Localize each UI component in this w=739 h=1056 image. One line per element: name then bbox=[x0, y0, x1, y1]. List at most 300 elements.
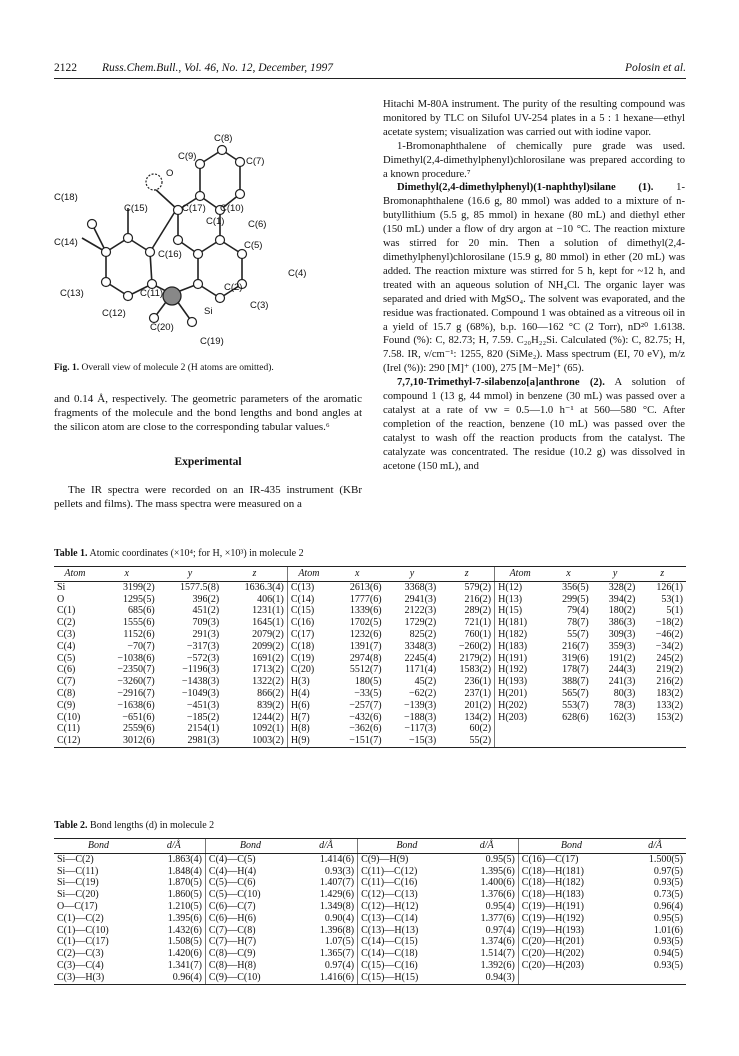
table-row bbox=[54, 594, 686, 606]
table-cell: H(201) bbox=[495, 688, 546, 700]
table-cell: 1152(6) bbox=[123, 628, 155, 640]
table-cell: −651(6) bbox=[122, 711, 155, 723]
label-c11: C(11) bbox=[140, 288, 164, 299]
table-cell: 451(2) bbox=[192, 605, 220, 617]
table-cell: −70(7) bbox=[127, 640, 155, 652]
table-cell: C(7)—H(7) bbox=[205, 936, 295, 948]
figure-caption bbox=[54, 363, 362, 373]
table-cell: −260(2) bbox=[458, 640, 492, 652]
table-cell: 1.376(6) bbox=[480, 889, 515, 901]
table-cell: 55(2) bbox=[439, 735, 494, 747]
table-cell: −1638(6) bbox=[117, 699, 155, 711]
column-header: Atom bbox=[287, 567, 330, 582]
table-cell: −185(2) bbox=[186, 711, 220, 723]
table-row bbox=[54, 901, 686, 913]
table-row bbox=[54, 617, 686, 629]
table-cell: H(191) bbox=[495, 653, 546, 665]
table-cell: 553(7) bbox=[562, 699, 589, 711]
table-cell: C(12)—C(13) bbox=[358, 889, 456, 901]
table-cell: C(19)—H(193) bbox=[518, 925, 624, 937]
table-cell: 396(2) bbox=[192, 593, 220, 605]
table-cell: C(15)—C(16) bbox=[358, 960, 456, 972]
label-c1: C(1) bbox=[206, 216, 225, 227]
table-cell: 0.97(4) bbox=[485, 924, 515, 936]
table-cell: 1.429(6) bbox=[319, 889, 355, 901]
figure-caption-label: Fig. 1. bbox=[54, 363, 80, 373]
table-cell: 245(2) bbox=[656, 652, 683, 664]
table-cell: 1092(1) bbox=[252, 723, 284, 735]
table-cell: C(4)—H(4) bbox=[205, 866, 295, 878]
table-cell: −62(2) bbox=[408, 687, 437, 699]
table-cell: 866(2) bbox=[257, 687, 284, 699]
table-cell: C(17) bbox=[287, 629, 330, 641]
table-row bbox=[54, 605, 686, 617]
table-cell: C(3)—C(4) bbox=[57, 959, 104, 971]
table-cell: 126(1) bbox=[656, 581, 683, 593]
table-cell: C(6) bbox=[57, 664, 76, 676]
table-cell: 0.94(5) bbox=[653, 948, 683, 960]
table-cell: 388(7) bbox=[562, 676, 589, 688]
column-header: y bbox=[592, 567, 639, 582]
table-cell: 1777(6) bbox=[349, 593, 382, 605]
table-cell: 359(3) bbox=[608, 640, 636, 652]
table-cell: 1244(2) bbox=[252, 711, 284, 723]
table-cell: 3199(2) bbox=[123, 581, 155, 593]
table-header-row bbox=[54, 567, 686, 582]
table-cell: C(1) bbox=[57, 605, 76, 617]
table-cell: H(8) bbox=[287, 723, 330, 735]
table-cell: C(7) bbox=[57, 676, 76, 688]
table-row bbox=[54, 688, 686, 700]
table2-caption bbox=[54, 820, 214, 831]
table-cell: 0.97(5) bbox=[653, 865, 683, 877]
table-cell: 0.94(3) bbox=[456, 972, 519, 984]
table-cell: H(192) bbox=[495, 664, 546, 676]
table-cell: 1.407(7) bbox=[319, 877, 355, 889]
table-cell: 45(2) bbox=[414, 676, 437, 688]
table-cell: 0.90(4) bbox=[324, 912, 355, 924]
table-cell bbox=[545, 723, 592, 735]
table-cell: C(11)—C(12) bbox=[358, 866, 456, 878]
table-cell: 1645(1) bbox=[252, 617, 284, 629]
table-cell: 0.95(5) bbox=[653, 912, 683, 924]
table-cell: −432(6) bbox=[349, 711, 382, 723]
table-cell: −451(3) bbox=[186, 699, 220, 711]
table-cell: C(1)—C(17) bbox=[57, 936, 109, 948]
label-c5: C(5) bbox=[244, 240, 263, 251]
label-c3: C(3) bbox=[250, 300, 269, 311]
table-cell: 3012(6) bbox=[96, 735, 158, 747]
label-c10: C(10) bbox=[220, 203, 244, 214]
table-cell: −151(7) bbox=[330, 735, 385, 747]
table-cell: 2613(6) bbox=[349, 581, 382, 593]
silicon-atom-icon bbox=[163, 287, 181, 305]
table-cell: C(10) bbox=[57, 711, 81, 723]
table-row bbox=[54, 877, 686, 889]
label-c8: C(8) bbox=[214, 133, 233, 144]
table-cell: 2179(2) bbox=[459, 652, 492, 664]
table-cell: C(18)—H(181) bbox=[518, 866, 624, 878]
table-cell: C(14)—C(15) bbox=[358, 936, 456, 948]
table-cell: C(1)—C(10) bbox=[57, 924, 109, 936]
table-cell: C(15) bbox=[287, 605, 330, 617]
column-header: Bond bbox=[358, 839, 456, 854]
table-cell: 1.848(4) bbox=[167, 865, 202, 877]
table-cell: −1049(3) bbox=[181, 687, 220, 699]
table-cell: 1339(6) bbox=[349, 605, 382, 617]
table-row bbox=[54, 960, 686, 972]
table-cell: C(13) bbox=[287, 581, 330, 593]
table-cell: 201(2) bbox=[464, 699, 492, 711]
molecule-figure bbox=[54, 130, 354, 355]
table-cell: 1.395(6) bbox=[167, 912, 202, 924]
table-cell: 356(5) bbox=[562, 581, 589, 593]
table-cell bbox=[624, 972, 686, 984]
table-cell: 183(2) bbox=[656, 687, 683, 699]
table-cell: 2099(2) bbox=[252, 640, 284, 652]
table-cell: 80(3) bbox=[613, 687, 636, 699]
table-cell: C(3) bbox=[57, 628, 76, 640]
table-cell bbox=[638, 735, 686, 747]
table-cell: C(3)—H(3) bbox=[54, 972, 143, 984]
table-cell: 1.365(7) bbox=[319, 948, 355, 960]
table-cell: C(12)—H(12) bbox=[358, 901, 456, 913]
table-cell: 394(2) bbox=[608, 593, 636, 605]
table-cell: 839(2) bbox=[257, 699, 284, 711]
table-cell: 79(4) bbox=[567, 605, 589, 617]
table-row bbox=[54, 676, 686, 688]
column-header: y bbox=[158, 567, 222, 582]
label-c20: C(20) bbox=[150, 322, 174, 333]
table-cell: 1583(2) bbox=[459, 664, 492, 676]
table-cell: 216(2) bbox=[656, 676, 683, 688]
table-row bbox=[54, 653, 686, 665]
label-c13: C(13) bbox=[60, 288, 84, 299]
table-row bbox=[54, 925, 686, 937]
table-cell: C(8)—H(8) bbox=[205, 960, 295, 972]
table-cell: 1.863(4) bbox=[167, 853, 202, 865]
table-cell: 2245(4) bbox=[404, 652, 437, 664]
table-cell: H(7) bbox=[287, 712, 330, 724]
table-cell: C(16) bbox=[287, 617, 330, 629]
table-cell: −2350(7) bbox=[117, 664, 155, 676]
column-header: x bbox=[545, 567, 592, 582]
table-cell: 760(1) bbox=[464, 628, 492, 640]
table-cell: −117(3) bbox=[404, 723, 437, 735]
table-row bbox=[54, 889, 686, 901]
column-header: Bond bbox=[205, 839, 295, 854]
table-cell: −2916(7) bbox=[117, 687, 155, 699]
table-cell: C(14) bbox=[287, 594, 330, 606]
label-c17: C(17) bbox=[182, 203, 206, 214]
table2-caption-label: Table 2. bbox=[54, 820, 88, 831]
label-c19: C(19) bbox=[200, 336, 224, 347]
table-cell: 1.514(7) bbox=[480, 948, 515, 960]
compound-2-title: 7,7,10-Trimethyl-7-silabenzo[a]anthrone (2). bbox=[397, 377, 605, 389]
table-cell: 1.210(5) bbox=[167, 900, 202, 912]
table-cell: H(4) bbox=[287, 688, 330, 700]
table-cell: 0.95(5) bbox=[485, 853, 515, 865]
table-cell: 1577.5(8) bbox=[179, 581, 220, 593]
table-cell: −362(6) bbox=[349, 723, 382, 735]
table-cell: 3368(3) bbox=[404, 581, 437, 593]
column-header: z bbox=[638, 567, 686, 582]
table-cell bbox=[518, 972, 624, 984]
table-cell: 216(7) bbox=[562, 640, 589, 652]
table-cell: H(9) bbox=[287, 735, 330, 747]
table-row bbox=[54, 972, 686, 984]
table-cell: 180(2) bbox=[608, 605, 636, 617]
table-cell: C(5)—C(6) bbox=[205, 877, 295, 889]
table-cell: −1196(3) bbox=[182, 664, 220, 676]
table-cell: −1438(3) bbox=[181, 676, 220, 688]
table-cell: 309(3) bbox=[608, 628, 636, 640]
table-cell: H(181) bbox=[495, 617, 546, 629]
table-cell: C(20)—H(201) bbox=[518, 936, 624, 948]
section-title: Experimental bbox=[174, 455, 242, 468]
left-paragraph-1: and 0.14 Å, respectively. The geometric parameters of the aromatic fragments of the molecule and the bond lengths and bond angles at the silicon atom are close to the corresponding tabular values.⁶ bbox=[54, 393, 362, 434]
label-c14: C(14) bbox=[54, 237, 78, 248]
oxygen-atom-icon bbox=[146, 174, 162, 190]
table-cell: 1.500(5) bbox=[648, 853, 683, 865]
table-cell bbox=[592, 735, 639, 747]
label-c4: C(4) bbox=[288, 268, 307, 279]
table-cell: C(8) bbox=[57, 687, 76, 699]
table-cell: C(20)—H(203) bbox=[518, 960, 624, 972]
table-row bbox=[54, 723, 686, 735]
label-c16: C(16) bbox=[158, 249, 182, 260]
table-cell: 319(6) bbox=[562, 652, 589, 664]
left-column bbox=[54, 392, 362, 511]
compound-1-text: 1-Bromonaphthalene (16.6 g, 80 mmol) was added to a mixture of n-butyllithium (5.5 g, 85 mmol) in hexane (80 mL) and diethyl ether (150 mL) under a flow of dry argon at −10 °C. The reaction mixture was stirred for 20 min. Then a solution of dimethyl(2,4-dimethylphenyl)chlorosilane (15.9 g, 80 mmol) in ether (20 mL) was added. The reaction mixture was stirred for 5 h, kept for ~12 h, and treated with an aqueous solution of NH₄Cl. The organic layer was separated and dried with MgSO₄. The solvent was evaporated, and the residue was fractionated. Compound 1 was obtained as a vitreous oil in a yield of 15.7 g (68%), b.p. 160—162 °C (2 Torr), nD²⁰ 1.6138. Found (%): C, 82.73; H, 7.59. C₂₀H₂₂Si. Calculated (%): C, 82.75; H, 7.58. IR, ν/cm⁻¹: 1255, 820 (SiMe₂). Mass spectrum (EI, 70 eV), m/z (Irel (%)): 290 [M]⁺ (100), 275 [M−Me]⁺ (65). bbox=[383, 182, 685, 375]
table-row bbox=[54, 629, 686, 641]
table-cell: C(20)—H(202) bbox=[518, 948, 624, 960]
table-cell: 579(2) bbox=[464, 581, 492, 593]
table-cell: 291(3) bbox=[192, 628, 220, 640]
table-cell: C(5)—C(10) bbox=[205, 889, 295, 901]
table-cell: 1.420(6) bbox=[167, 948, 202, 960]
table-row bbox=[54, 581, 686, 593]
label-c2: C(2) bbox=[224, 282, 243, 293]
table-cell: 2559(6) bbox=[123, 723, 155, 735]
table-cell: 1295(5) bbox=[123, 593, 155, 605]
table-cell: 1.508(5) bbox=[167, 936, 202, 948]
table-cell: Si—C(2) bbox=[57, 853, 94, 865]
table-cell: C(2) bbox=[57, 617, 76, 629]
table-cell: H(203) bbox=[495, 712, 546, 724]
table-cell: H(183) bbox=[495, 641, 546, 653]
table-cell: 1322(2) bbox=[252, 676, 284, 688]
table-cell: H(12) bbox=[495, 581, 546, 593]
table-cell: 1.416(6) bbox=[295, 972, 358, 984]
table-cell: Si—C(20) bbox=[57, 889, 99, 901]
table-cell: 180(5) bbox=[354, 676, 382, 688]
table-cell: H(13) bbox=[495, 594, 546, 606]
table-cell: 0.97(4) bbox=[324, 959, 355, 971]
table1-caption bbox=[54, 548, 304, 559]
table-cell: 2079(2) bbox=[252, 628, 284, 640]
table-row bbox=[54, 735, 686, 747]
column-header: z bbox=[439, 567, 494, 582]
table-cell: 299(5) bbox=[562, 593, 589, 605]
label-c6: C(6) bbox=[248, 219, 267, 230]
column-header: z bbox=[222, 567, 287, 582]
right-paragraph-4 bbox=[383, 376, 685, 473]
table2-caption-text: Bond lengths (d) in molecule 2 bbox=[90, 820, 215, 831]
table-cell: 1713(2) bbox=[252, 664, 284, 676]
table-cell: C(9)—H(9) bbox=[358, 853, 456, 865]
table-cell: Si—C(19) bbox=[57, 877, 99, 889]
table-row bbox=[54, 664, 686, 676]
table-cell: −1038(6) bbox=[117, 652, 155, 664]
table-cell: C(19)—H(191) bbox=[518, 901, 624, 913]
table-cell: 1.341(7) bbox=[167, 959, 202, 971]
table-cell: 0.73(5) bbox=[653, 889, 683, 901]
table-cell: 1.395(6) bbox=[480, 865, 515, 877]
table-cell: 1636.3(4) bbox=[244, 581, 284, 593]
table-row bbox=[54, 936, 686, 948]
table-cell: −33(5) bbox=[354, 687, 382, 699]
table-cell: 1.870(5) bbox=[167, 877, 202, 889]
table-cell: Si—C(11) bbox=[57, 865, 99, 877]
right-paragraph-2: 1-Bromonaphthalene of chemically pure grade was used. Dimethyl(2,4-dimethylphenyl)chlorosilane was prepared according to a known procedure.⁷ bbox=[383, 140, 685, 180]
table-cell: 1702(5) bbox=[349, 617, 382, 629]
table-cell: O—C(17) bbox=[57, 900, 98, 912]
table-cell: −317(3) bbox=[186, 640, 220, 652]
table-cell: 1729(2) bbox=[404, 617, 437, 629]
table-cell: C(18) bbox=[287, 641, 330, 653]
table-cell: 0.95(4) bbox=[485, 900, 515, 912]
column-header: Atom bbox=[54, 567, 96, 582]
table1-caption-label: Table 1. bbox=[54, 548, 88, 559]
table-cell: 1.377(6) bbox=[480, 912, 515, 924]
column-header: x bbox=[330, 567, 385, 582]
table-cell: 386(3) bbox=[608, 617, 636, 629]
table-cell: 1.414(6) bbox=[319, 853, 355, 865]
table-row bbox=[54, 712, 686, 724]
label-c18: C(18) bbox=[54, 192, 78, 203]
table-cell: C(11)—C(16) bbox=[358, 877, 456, 889]
table-row bbox=[54, 913, 686, 925]
table-cell: 685(6) bbox=[128, 605, 155, 617]
page-number: 2122 bbox=[54, 62, 77, 74]
table-cell: 219(2) bbox=[656, 664, 683, 676]
table-cell: 1.374(6) bbox=[480, 936, 515, 948]
table-cell: −34(2) bbox=[655, 640, 683, 652]
table-cell: 2941(3) bbox=[404, 593, 437, 605]
label-c15: C(15) bbox=[124, 203, 148, 214]
table-cell: 0.93(5) bbox=[653, 936, 683, 948]
table-cell: 1.400(6) bbox=[480, 877, 515, 889]
label-o: O bbox=[166, 168, 174, 179]
table-cell: C(9)—C(10) bbox=[205, 972, 295, 984]
table-row bbox=[54, 948, 686, 960]
table-cell: C(11) bbox=[57, 723, 80, 735]
table-cell: −188(3) bbox=[403, 711, 437, 723]
table-cell: C(12) bbox=[54, 735, 96, 747]
column-header: d/Å bbox=[143, 839, 206, 854]
table-cell: 1.396(8) bbox=[319, 924, 355, 936]
table-cell: C(18)—H(183) bbox=[518, 889, 624, 901]
column-header: Atom bbox=[495, 567, 546, 582]
table-cell: H(15) bbox=[495, 605, 546, 617]
table-cell: 236(1) bbox=[464, 676, 492, 688]
table-cell: C(4) bbox=[57, 640, 76, 652]
table-cell: 0.93(5) bbox=[653, 877, 683, 889]
table-cell: 78(3) bbox=[613, 699, 636, 711]
table-cell: 244(3) bbox=[608, 664, 636, 676]
table-cell: 0.96(4) bbox=[143, 972, 206, 984]
table-cell: 1232(6) bbox=[349, 628, 382, 640]
table-cell: 565(7) bbox=[562, 687, 589, 699]
compound-2-text: A solution of compound 1 (13 g, 44 mmol) in benzene (30 mL) was passed over a catalyst at a rate of vw = 0.5—1.0 h⁻¹ at 560—580 °C. After completion of the reaction, benzene (10 mL) was passed over the catalyst to wash off the reaction products from the catalyst. The catalyzate was concentrated. The residue (10.2 g) was dissolved in acetone (150 mL), and bbox=[383, 377, 685, 472]
table-row bbox=[54, 866, 686, 878]
table-cell: H(202) bbox=[495, 700, 546, 712]
table-cell: 60(2) bbox=[469, 723, 492, 735]
table-cell: 237(1) bbox=[464, 687, 492, 699]
table-cell: 2154(1) bbox=[187, 723, 220, 735]
right-paragraph-3 bbox=[383, 181, 685, 376]
table1-caption-text: Atomic coordinates (×10⁴; for H, ×10³) in molecule 2 bbox=[89, 548, 304, 559]
table-cell: 134(2) bbox=[464, 711, 492, 723]
table-cell: C(2)—C(3) bbox=[57, 948, 104, 960]
column-header: d/Å bbox=[295, 839, 358, 854]
table-cell: −572(3) bbox=[186, 652, 220, 664]
table-cell: C(16)—C(17) bbox=[518, 853, 624, 865]
table-cell: 191(2) bbox=[608, 652, 636, 664]
table-row bbox=[54, 853, 686, 865]
table-cell: 1391(7) bbox=[349, 640, 382, 652]
compound-1-title: Dimethyl(2,4-dimethylphenyl)(1-naphthyl)silane (1). bbox=[397, 182, 654, 194]
table-cell: C(20) bbox=[287, 664, 330, 676]
table-cell: C(6)—H(6) bbox=[205, 913, 295, 925]
table-cell: Si bbox=[57, 581, 66, 593]
table-cell: C(4)—C(5) bbox=[205, 853, 295, 865]
atomic-coordinates-table bbox=[54, 566, 686, 748]
table-cell: 3348(3) bbox=[404, 640, 437, 652]
table-cell: C(18)—H(182) bbox=[518, 877, 624, 889]
table-cell: C(8)—C(9) bbox=[205, 948, 295, 960]
table-cell: C(13)—H(13) bbox=[358, 925, 456, 937]
table-cell: C(7)—C(8) bbox=[205, 925, 295, 937]
right-column bbox=[383, 98, 685, 473]
table-cell: C(15)—H(15) bbox=[358, 972, 456, 984]
table-cell: C(19)—H(192) bbox=[518, 913, 624, 925]
table-cell: 1003(2) bbox=[222, 735, 287, 747]
column-header: d/Å bbox=[456, 839, 519, 854]
table-cell: 0.93(5) bbox=[653, 959, 683, 971]
table-cell bbox=[495, 723, 546, 735]
table-cell: 1.349(8) bbox=[319, 900, 355, 912]
table-cell: 162(3) bbox=[608, 711, 636, 723]
table-cell: 1.392(6) bbox=[480, 959, 515, 971]
table-cell: −257(7) bbox=[349, 699, 382, 711]
table-cell: −46(2) bbox=[655, 628, 683, 640]
table-cell: 1555(6) bbox=[123, 617, 155, 629]
journal-citation: Russ.Chem.Bull., Vol. 46, No. 12, December, 1997 bbox=[102, 62, 333, 74]
table-cell: C(19) bbox=[287, 653, 330, 665]
table-cell: 1.01(6) bbox=[653, 924, 683, 936]
table-cell: H(182) bbox=[495, 629, 546, 641]
table-cell bbox=[545, 735, 592, 747]
column-header: y bbox=[385, 567, 440, 582]
left-paragraph-2: The IR spectra were recorded on an IR-435 instrument (KBr pellets and films). The mass spectra were measured on a bbox=[54, 483, 362, 511]
table-cell: 825(2) bbox=[409, 628, 437, 640]
table-header-row bbox=[54, 839, 686, 854]
table-cell: H(193) bbox=[495, 676, 546, 688]
table-cell: C(14)—C(18) bbox=[358, 948, 456, 960]
column-header: Bond bbox=[54, 839, 143, 854]
